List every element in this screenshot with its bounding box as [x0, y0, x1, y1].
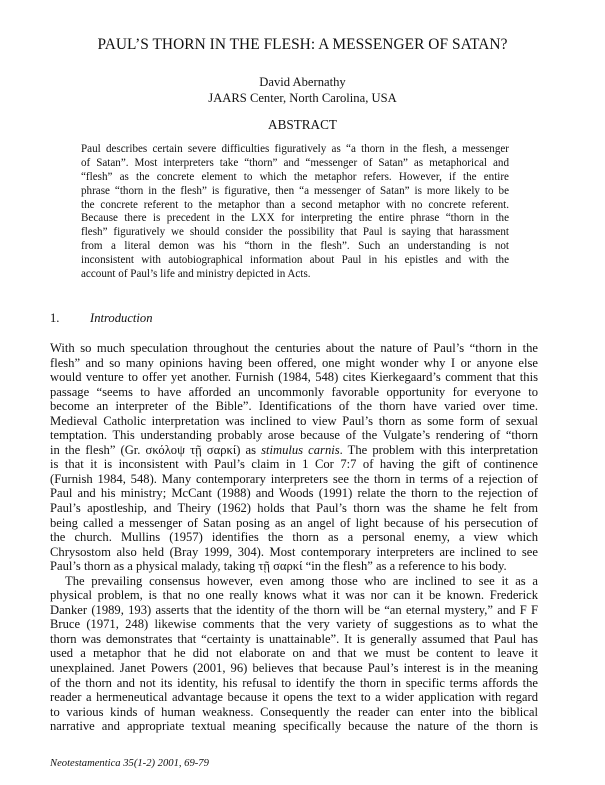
- latin-phrase: stimulus carnis: [261, 442, 340, 457]
- body-line: Paul and his ministry; McCant (1988) and Woods (1991) relate the thorn to the rejection of: [50, 486, 538, 501]
- abstract-heading: ABSTRACT: [268, 117, 337, 132]
- body-line: passage “seems to have afforded an uncommonly favorable opportunity for everyone to: [50, 384, 538, 399]
- abstract-body: [81, 143, 509, 282]
- paper-title: PAUL’S THORN IN THE FLESH: A MESSENGER OF SATAN?: [97, 36, 508, 53]
- abstract-line: Paul describes certain severe difficulties figuratively as “a thorn in the flesh, a messenger: [81, 143, 509, 155]
- body-text: [50, 341, 538, 734]
- body-line: Chrysostom also held (Bray 1999, 304). Most contemporary interpreters are inclined to see: [50, 544, 538, 559]
- abstract-line: of Satan”. Most interpreters take “thorn” and “messenger of Satan” as metaphorical and: [81, 156, 509, 169]
- abstract-line-text: for interpreting the entire phrase “thorn in the: [274, 212, 509, 225]
- author-affiliation: JAARS Center, North Carolina, USA: [208, 91, 397, 105]
- abstract-line: [81, 212, 509, 226]
- journal-citation-footer: Neotestamentica 35(1-2) 2001, 69-79: [50, 758, 209, 769]
- abstract-line: account of Paul’s life and ministry depicted in Acts.: [81, 268, 311, 281]
- body-line: With so much speculation throughout the centuries about the nature of Paul’s “thorn in the: [50, 341, 538, 355]
- section-heading: [50, 311, 153, 326]
- body-line: Paul’s thorn as a physical malady, taking τῇ σαρκί “in the flesh” as a reference to his body.: [50, 559, 507, 574]
- abstract-line-text: Because there is precedent in the: [81, 212, 252, 225]
- abstract-line: phrase “thorn in the flesh” is figurative, then “a messenger of Satan” is more likely to be: [81, 184, 509, 197]
- body-line: would venture to offer yet another. Furnish (1984, 548) cites Kierkegaard’s comment that this: [50, 370, 538, 385]
- body-line-text: in the flesh” (Gr. σκόλοψ τῇ σαρκί) as: [50, 442, 262, 457]
- body-line: unexplained. Janet Powers (2001, 96) believes that because Paul’s interest is in the meaning: [50, 661, 538, 676]
- abstract-line: the concrete referent to the metaphor than a second metaphor with no concrete referent.: [81, 198, 509, 211]
- body-line: physical problem, is that no one really knows what it was nor can it be known. Frederick: [50, 588, 538, 603]
- body-line: become an interpreter of the Bible”. Identifications of the thorn have varied over time.: [50, 399, 538, 414]
- body-line: temptation. This understanding probably arose because of the Vulgate’s rendering of “thorn: [50, 428, 538, 443]
- body-line: being called a messenger of Satan posing as an angel of light because of his persecution of: [50, 515, 538, 530]
- body-line: narrative and appropriate textual meaning specifically because the nature of the thorn is: [50, 719, 538, 734]
- body-line-text: . The problem with this interpretation: [339, 442, 538, 457]
- section-title: Introduction: [90, 311, 153, 325]
- body-line: of the thorn and not its identity, his refusal to identify the thorn in specific terms affords the: [50, 675, 538, 690]
- body-line: (Furnish 1984, 548). Many contemporary interpreters see the thorn in terms of a rejection of: [50, 471, 538, 486]
- body-line-paragraph-start: The prevailing consensus however, even among those who are inclined to see it as a: [65, 573, 538, 588]
- author-name: David Abernathy: [259, 75, 346, 89]
- abstract-line: “flesh” as the concrete element to which the metaphor refers. However, if the entire: [81, 170, 509, 183]
- lxx-abbreviation: LXX: [251, 212, 275, 225]
- body-line: thorn was demonstrates that “certainty is unattainable”. It is generally assumed that Paul has: [50, 631, 538, 646]
- abstract-line: flesh” figuratively we should consider the possibility that Paul is saying that harassment: [81, 226, 509, 239]
- body-line: Medieval Catholic interpretation was inclined to view Paul’s thorn as some form of sexual: [50, 413, 538, 428]
- abstract-line: inconsistent with autobiographical information about Paul in his epistles and with the: [81, 254, 509, 267]
- body-line: used a metaphor that he did not elaborate on and that we must be content to leave it: [50, 646, 538, 661]
- body-line: the church. Mullins (1957) identifies the thorn as a personal enemy, a view which: [50, 530, 538, 545]
- body-line: [50, 443, 538, 458]
- body-line: Bruce (1971, 248) likewise comments that the very variety of suggestions as to what the: [50, 617, 538, 632]
- body-line: Paul’s apostleship, and Theiry (1962) holds that Paul’s thorn was the shame he felt from: [50, 501, 538, 516]
- abstract-line: from a literal demon was his “thorn in the flesh”. Such an understanding is not: [81, 240, 509, 253]
- section-number: 1.: [50, 311, 60, 325]
- body-line: is that it is inconsistent with Paul’s claim in 1 Cor 7:7 of having the gift of continence: [50, 457, 538, 472]
- body-line: Danker (1989, 193) asserts that the identity of the thorn will be “an eternal mystery,” and F F: [50, 602, 538, 617]
- body-line: flesh” and so many opinions having been offered, one might wonder why I or anyone else: [50, 355, 538, 370]
- body-line: reader a hermeneutical advantage because it opens the text to a wider application with regard: [50, 690, 538, 705]
- body-line: to various kinds of human weakness. Consequently the reader can enter into the biblical: [50, 704, 538, 719]
